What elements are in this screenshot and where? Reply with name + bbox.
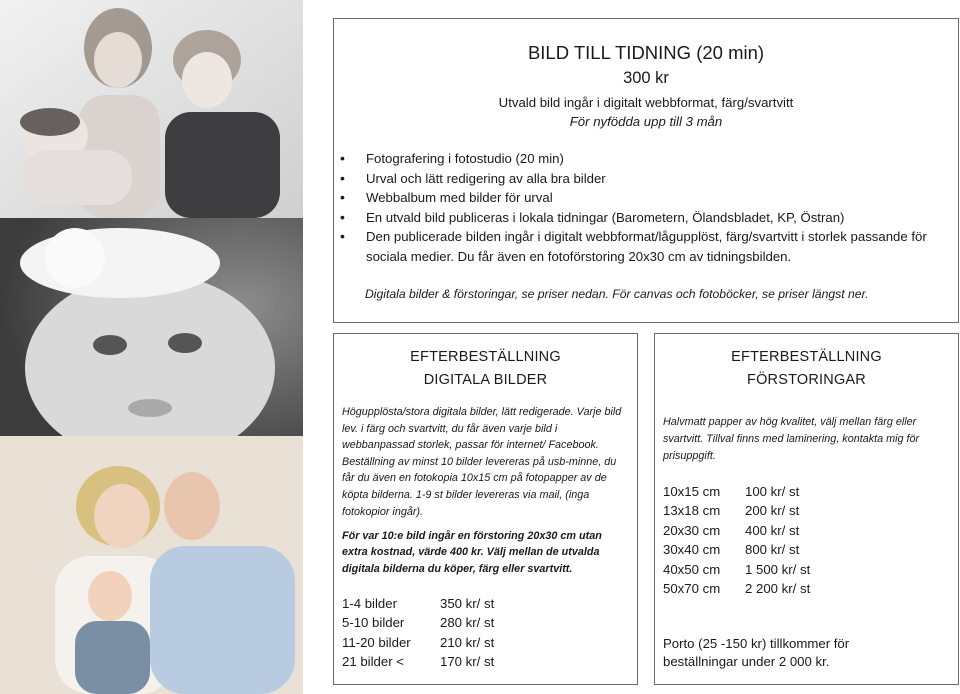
quantity-cell: 11-20 bilder <box>342 634 411 650</box>
price-cell: 1 500 kr/ st <box>745 561 811 577</box>
digital-images-box <box>333 333 638 685</box>
photo-family <box>0 436 303 694</box>
photo-baby <box>0 218 303 436</box>
feature-item: • Den publicerade bilden ingår i digitalt webbformat/lågupplöst, färg/svartvitt i storlek passande för sociala medier. Du får även en fotoförstoring 20x30 cm av tidningsbilden. <box>336 227 950 266</box>
table-row <box>663 540 810 559</box>
digital-bonus: För var 10:e bild ingår en förstoring 20x30 cm utan extra kostnad, värde 400 kr. Välj mellan de utvalda digitala bilderna du köper, färg eller svartvitt. <box>342 530 602 575</box>
price-cell: 100 kr/ st <box>745 484 800 499</box>
table-row <box>342 633 494 652</box>
table-row <box>663 482 810 501</box>
price-cell: 280 kr/ st <box>440 615 495 631</box>
package-price: 300 kr <box>623 69 669 87</box>
prints-shipping-note: Porto (25 -150 kr) tillkommer för beställningar under 2 000 kr. <box>663 636 850 669</box>
size-cell: 20x30 cm <box>663 522 721 538</box>
quantity-cell: 21 bilder < <box>342 654 404 670</box>
size-cell: 50x70 cm <box>663 581 721 597</box>
table-row <box>342 652 494 671</box>
digital-description: Högupplösta/stora digitala bilder, lätt redigerade. Varje bild lev. i färg och svartvitt, du får även varje bild i webbanpassad storlek, passar för internet/ Facebook. Beställning av minst 10 bilder levereras på usb-minne, du får du även en fotokopia 10x15 cm på fotopapper av de köpta bilderna. 1-9 st bilder levereras via mail, (inga fotokopior ingår). <box>342 406 622 518</box>
feature-item: • Urval och lätt redigering av alla bra bilder <box>336 169 950 189</box>
price-cell: 350 kr/ st <box>440 596 495 611</box>
price-cell: 400 kr/ st <box>745 522 800 538</box>
digital-title-line1: EFTERBESTÄLLNING <box>410 349 561 365</box>
package-note: För nyfödda upp till 3 mån <box>569 114 723 129</box>
package-box <box>333 18 959 323</box>
digital-title-line2: DIGITALA BILDER <box>423 372 548 388</box>
price-cell: 210 kr/ st <box>440 634 495 650</box>
table-row <box>663 521 810 540</box>
size-cell: 40x50 cm <box>663 561 721 577</box>
size-cell: 10x15 cm <box>663 484 721 499</box>
size-cell: 30x40 cm <box>663 542 721 558</box>
table-row <box>342 594 494 613</box>
prints-description: Halvmatt papper av hög kvalitet, välj mellan färg eller svartvitt. Tillval finns med laminering, kontakta mig för prisuppgift. <box>663 416 920 462</box>
size-cell: 13x18 cm <box>663 503 721 519</box>
table-row <box>663 579 810 598</box>
quantity-cell: 5-10 bilder <box>342 615 405 631</box>
package-title: BILD TILL TIDNING (20 min) <box>527 42 765 63</box>
prints-box <box>654 333 959 685</box>
feature-item: • Webbalbum med bilder för urval <box>336 188 950 208</box>
feature-item: • En utvald bild publiceras i lokala tidningar (Barometern, Ölandsbladet, KP, Östran) <box>336 208 950 228</box>
price-cell: 200 kr/ st <box>745 503 800 519</box>
prints-title-line2: FÖRSTORINGAR <box>747 372 866 388</box>
photo-siblings <box>0 0 303 218</box>
table-row <box>663 560 810 579</box>
table-row <box>663 501 810 520</box>
package-footer: Digitala bilder & förstoringar, se priser nedan. För canvas och fotoböcker, se priser längst ner. <box>365 287 869 301</box>
quantity-cell: 1-4 bilder <box>342 596 397 611</box>
price-cell: 170 kr/ st <box>440 654 495 670</box>
table-row <box>342 613 494 632</box>
digital-price-table <box>342 594 494 672</box>
feature-item: • Fotografering i fotostudio (20 min) <box>336 149 950 169</box>
prints-price-table <box>663 482 810 598</box>
price-cell: 2 200 kr/ st <box>745 581 811 597</box>
price-cell: 800 kr/ st <box>745 542 800 558</box>
prints-title-line1: EFTERBESTÄLLNING <box>731 349 882 365</box>
package-feature-list <box>336 149 950 266</box>
package-subtitle: Utvald bild ingår i digitalt webbformat, färg/svartvitt <box>498 95 794 110</box>
